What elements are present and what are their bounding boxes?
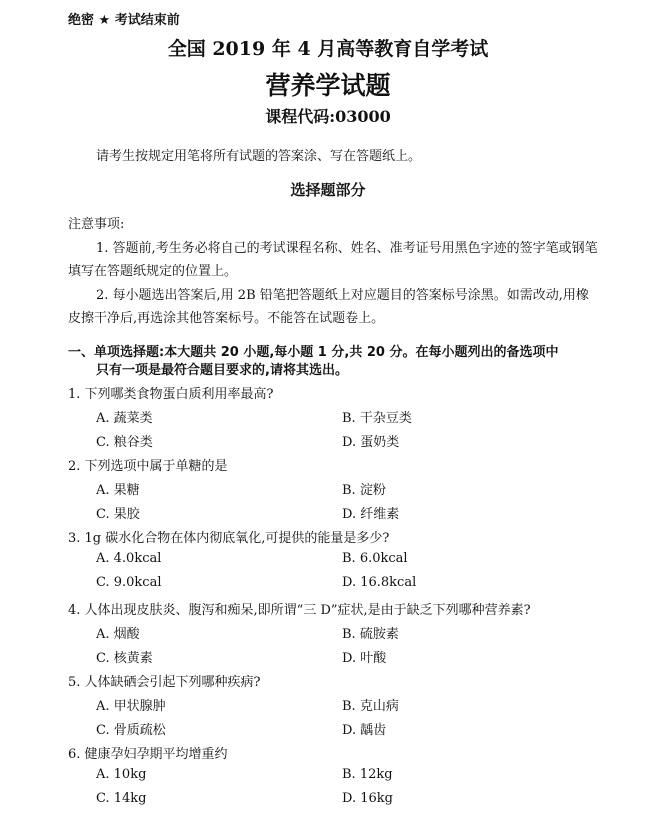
question-1-option-d: D. 蛋奶类 (342, 435, 400, 450)
question-5-option-d: D. 龋齿 (342, 723, 387, 738)
question-3-option-d: D. 16.8kcal (342, 575, 417, 590)
subject-title: 营养学试题 (265, 71, 391, 100)
notice-heading: 注意事项: (68, 217, 125, 232)
question-1-option-c: C. 粮谷类 (96, 435, 153, 450)
notice-item-2-line-2: 皮擦干净后,再选涂其他答案标号。不能答在试题卷上。 (68, 311, 385, 326)
question-2-stem: 2. 下列选项中属于单糖的是 (68, 459, 228, 474)
question-1-option-b: B. 干杂豆类 (342, 411, 412, 426)
question-4-option-a: A. 烟酸 (96, 627, 140, 642)
notice-item-2-line-1: 2. 每小题选出答案后,用 2B 铅笔把答题纸上对应题目的答案标号涂黑。如需改动,用橡 (96, 288, 589, 303)
question-3-option-a: A. 4.0kcal (96, 551, 162, 566)
confidential-mark: 绝密 ★ 考试结束前 (68, 13, 180, 28)
section-title: 选择题部分 (290, 181, 366, 199)
question-5-stem: 5. 人体缺硒会引起下列哪种疾病? (68, 675, 261, 690)
question-5-option-c: C. 骨质疏松 (96, 723, 166, 738)
question-4-option-b: B. 硫胺素 (342, 627, 399, 642)
question-4-option-c: C. 核黄素 (96, 651, 153, 666)
question-6-option-a: A. 10kg (96, 767, 147, 782)
notice-item-1-line-1: 1. 答题前,考生务必将自己的考试课程名称、姓名、准考证号用黑色字迹的签字笔或钢笔 (96, 241, 598, 256)
course-code: 课程代码:03000 (265, 107, 391, 126)
question-2-option-c: C. 果胶 (96, 507, 140, 522)
question-2-option-a: A. 果糖 (96, 483, 140, 498)
question-4-stem: 4. 人体出现皮肤炎、腹泻和痴呆,即所谓“三 D”症状,是由于缺乏下列哪种营养素? (68, 603, 531, 618)
question-2-option-d: D. 纤维素 (342, 507, 400, 522)
question-6-stem: 6. 健康孕妇孕期平均增重约 (68, 747, 228, 762)
question-3-option-b: B. 6.0kcal (342, 551, 408, 566)
question-6-option-c: C. 14kg (96, 791, 147, 806)
question-1-stem: 1. 下列哪类食物蛋白质利用率最高? (68, 387, 274, 402)
question-5-option-b: B. 克山病 (342, 699, 399, 714)
question-1-option-a: A. 蔬菜类 (96, 411, 153, 426)
part-1-heading-line-2: 只有一项是最符合题目要求的,请将其选出。 (96, 363, 348, 378)
question-3-stem: 3. 1g 碳水化合物在体内彻底氧化,可提供的能量是多少? (68, 531, 390, 546)
notice-item-1-line-2: 填写在答题纸规定的位置上。 (68, 264, 238, 279)
question-2-option-b: B. 淀粉 (342, 483, 386, 498)
question-3-option-c: C. 9.0kcal (96, 575, 162, 590)
question-4-option-d: D. 叶酸 (342, 651, 387, 666)
question-5-option-a: A. 甲状腺肿 (96, 699, 166, 714)
question-6-option-b: B. 12kg (342, 767, 393, 782)
exam-title: 全国 2019 年 4 月高等教育自学考试 (167, 38, 489, 60)
question-6-option-d: D. 16kg (342, 791, 393, 806)
intro-instruction: 请考生按规定用笔将所有试题的答案涂、写在答题纸上。 (96, 149, 422, 164)
part-1-heading-line-1: 一、单项选择题:本大题共 20 小题,每小题 1 分,共 20 分。在每小题列出的备选项中 (68, 345, 559, 360)
